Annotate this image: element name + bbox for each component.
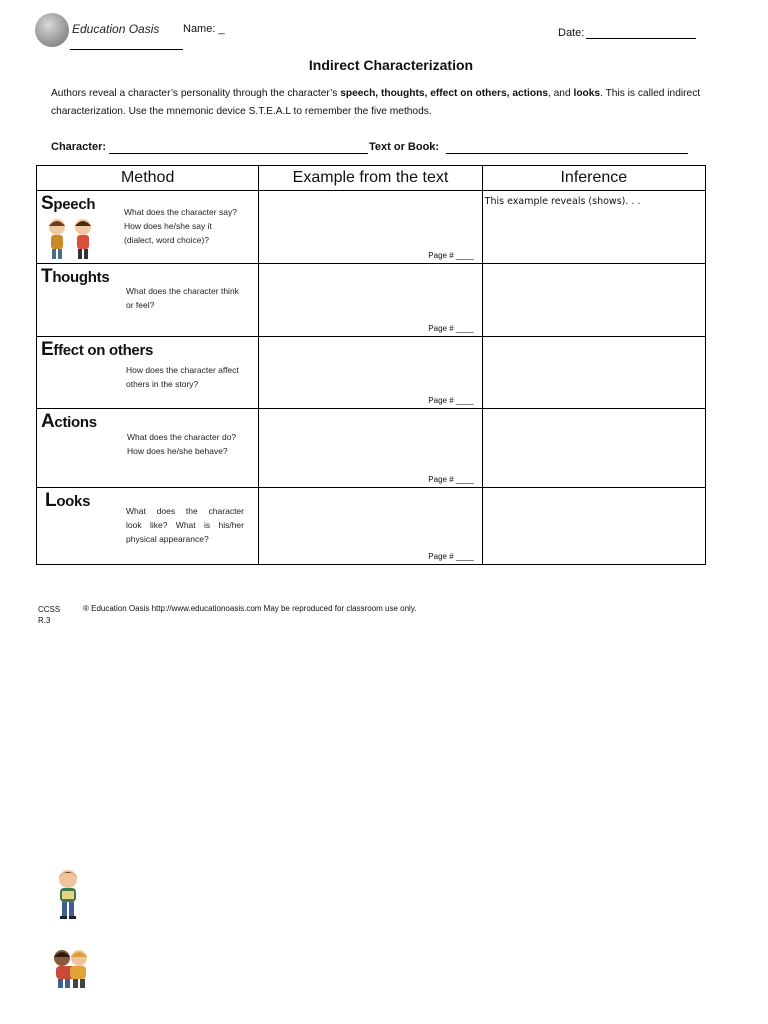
method-cell-looks: [37, 488, 259, 565]
logo-text: Education Oasis: [72, 22, 160, 36]
intro-paragraph: Authors reveal a character’s personality through the character’s speech, thoughts, effect on others, actions, and looks. This is called indirect characterization. Use the mnemonic device S.T.E.A.L to remember the five methods.: [51, 88, 701, 117]
page-number-field: Page # ____: [428, 475, 474, 484]
inference-cell-thoughts[interactable]: [482, 264, 705, 337]
name-label: Name: _: [183, 23, 225, 35]
method-name-thoughts: Thoughts: [41, 266, 110, 287]
steal-table: [36, 165, 706, 565]
character-label: Character:: [51, 141, 107, 153]
page-number-field: Page # ____: [428, 552, 474, 561]
example-cell-looks[interactable]: [259, 488, 482, 565]
page-title: Indirect Characterization: [308, 57, 474, 73]
method-question-looks: What does the character look like? What is his/her physical appearance?: [126, 506, 244, 544]
column-header-example: Example from the text: [259, 166, 482, 191]
inference-cell-effect[interactable]: [482, 337, 705, 409]
child-reading-icon: [50, 868, 86, 920]
page-number-field: Page # ____: [428, 324, 474, 333]
date-line[interactable]: [586, 38, 696, 39]
table-row: [37, 337, 706, 409]
kids-hugging-icon: [48, 948, 94, 990]
example-cell-actions[interactable]: [259, 409, 482, 488]
inference-prompt: This example reveals (shows). . .: [484, 196, 641, 207]
table-row: [37, 264, 706, 337]
page-number-field: Page # ____: [428, 396, 474, 405]
method-name-speech: Speech: [41, 193, 96, 214]
method-cell-speech: [37, 191, 259, 264]
method-cell-effect: [37, 337, 259, 409]
method-question-thoughts: What does the character think or feel?: [126, 286, 239, 310]
example-cell-speech[interactable]: [259, 191, 482, 264]
example-cell-effect[interactable]: [259, 337, 482, 409]
character-field[interactable]: [109, 153, 368, 154]
table-row: [37, 409, 706, 488]
table-row: [37, 191, 706, 264]
inference-cell-speech[interactable]: [482, 191, 705, 264]
method-name-looks: Looks: [45, 490, 91, 511]
name-line[interactable]: [70, 49, 183, 50]
method-question-effect: How does the character affect others in the story?: [126, 365, 239, 389]
inference-cell-actions[interactable]: [482, 409, 705, 488]
method-name-effect: Effect on others: [41, 339, 154, 360]
education-oasis-logo-icon: [35, 13, 69, 47]
table-row: [37, 488, 706, 565]
method-cell-actions: [37, 409, 259, 488]
method-question-actions: What does the character do? How does he/she behave?: [127, 432, 237, 456]
text-or-book-field[interactable]: [446, 153, 688, 154]
date-label: Date:: [558, 27, 585, 39]
column-header-method: Method: [37, 166, 259, 191]
example-cell-thoughts[interactable]: [259, 264, 482, 337]
kids-talking-icon: [43, 217, 99, 261]
ccss-standard: CCSS R.3: [38, 605, 61, 625]
method-cell-thoughts: [37, 264, 259, 337]
column-header-inference: Inference: [482, 166, 705, 191]
method-question-speech: What does the character say? How does he/she say it (dialect, word choice)?: [124, 207, 237, 245]
method-name-actions: Actions: [41, 411, 97, 432]
text-or-book-label: Text or Book:: [369, 141, 440, 153]
table-header-row: [37, 166, 706, 191]
copyright-notice: ® Education Oasis http://www.educationoasis.com May be reproduced for classroom use only.: [83, 604, 417, 613]
inference-cell-looks[interactable]: [482, 488, 705, 565]
page-number-field: Page # ____: [428, 251, 474, 260]
